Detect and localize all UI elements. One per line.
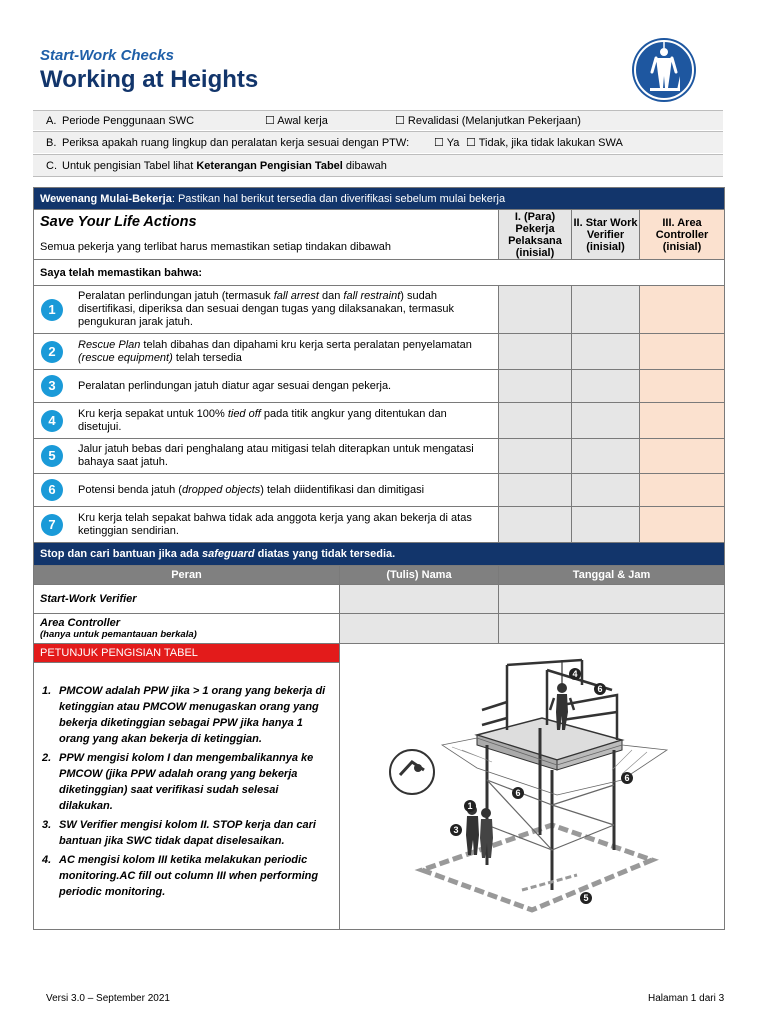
- svg-text:4: 4: [572, 669, 578, 679]
- items-body: [34, 286, 725, 543]
- controller-initial-field[interactable]: [640, 286, 725, 334]
- save-actions-title: Save Your Life Actions: [40, 214, 197, 230]
- row-label: A.: [46, 114, 57, 127]
- pelaksana-initial-field[interactable]: [499, 474, 572, 507]
- authority-banner: [34, 188, 725, 210]
- instruction-item: [42, 750, 333, 814]
- item-number-badge: 7: [41, 514, 63, 536]
- checklist-item-text: [34, 370, 499, 403]
- checklist-item-row: [34, 334, 725, 370]
- verifier-initial-field[interactable]: [572, 474, 640, 507]
- pelaksana-initial-field[interactable]: [499, 439, 572, 474]
- item-text: Potensi benda jatuh (: [78, 483, 182, 496]
- stop-banner: [34, 543, 725, 566]
- version-label: Versi 3.0 – September 2021: [46, 993, 170, 1004]
- item-text-emphasis: fall arrest: [273, 290, 319, 302]
- pelaksana-initial-field[interactable]: [499, 286, 572, 334]
- checklist-item-row: [34, 286, 725, 334]
- text-bold: Keterangan Pengisian Tabel: [196, 159, 343, 172]
- checklist-item-text: [34, 474, 499, 507]
- revalidasi-checkbox[interactable]: ☐ Revalidasi (Melanjutkan Pekerjaan): [395, 115, 581, 127]
- item-text: dan: [318, 290, 344, 302]
- document-title: Working at Heights: [40, 66, 259, 93]
- row-text: Periode Penggunaan SWC: [62, 114, 195, 127]
- authority-bold: Wewenang Mulai-Bekerja: [40, 192, 172, 205]
- item-text: pada titik angkur yang ditentukan dan disetujui.: [78, 407, 447, 433]
- checklist-item-row: [34, 403, 725, 439]
- col-header-verifier: II. Star Work Verifier (inisial): [572, 210, 640, 260]
- tidak-checkbox[interactable]: ☐ Tidak, jika tidak lakukan SWA: [466, 137, 623, 149]
- item-number-badge: 5: [41, 445, 63, 467]
- instruction-text: PMCOW adalah PPW jika > 1 orang yang bekerja di ketinggian atau PMCOW menugaskan orang yang bekerja diketinggian sebagai PPW jika hanya 1 orang yang akan bekerja di ketinggian.: [59, 685, 326, 745]
- item-text: Kru kerja telah sepakat bahwa tidak ada anggota kerja yang akan bekerja di atas ketinggian sendirian.: [78, 511, 472, 537]
- item-number-badge: 2: [41, 341, 63, 363]
- pelaksana-initial-field[interactable]: [499, 334, 572, 370]
- info-row-c: [33, 154, 723, 177]
- pelaksana-initial-field[interactable]: [499, 403, 572, 439]
- stop-post: diatas yang tidak tersedia.: [254, 548, 396, 560]
- authority-text: : Pastikan hal berikut tersedia dan diverifikasi sebelum mulai bekerja: [171, 192, 506, 205]
- item-text: Peralatan perlindungan jatuh diatur agar sesuai dengan pekerja.: [78, 379, 392, 392]
- pelaksana-initial-field[interactable]: [499, 370, 572, 403]
- instruction-item: [42, 817, 333, 849]
- item-text: telah dibahas dan dipahami kru kerja serta peralatan penyelamatan: [140, 338, 472, 351]
- svg-text:3: 3: [453, 825, 459, 835]
- role-label: Area Controller: [40, 617, 121, 629]
- role-start-work-verifier: Start-Work Verifier: [34, 585, 340, 614]
- awal-kerja-checkbox[interactable]: ☐ Awal kerja: [265, 115, 328, 127]
- item-text-emphasis: fall restraint: [343, 290, 401, 302]
- checklist-item-row: [34, 370, 725, 403]
- verifier-initial-field[interactable]: [572, 286, 640, 334]
- text-pre: Untuk pengisian Tabel lihat: [62, 159, 197, 172]
- checklist-table: [33, 187, 725, 930]
- verifier-initial-field[interactable]: [572, 334, 640, 370]
- item-number-badge: 4: [41, 410, 63, 432]
- controller-name-field[interactable]: [340, 614, 499, 644]
- document-subtitle: Start-Work Checks: [40, 47, 174, 64]
- instructions-header: PETUNJUK PENGISIAN TABEL: [34, 644, 340, 663]
- item-number-badge: 3: [41, 375, 63, 397]
- instruction-number: 2.: [42, 752, 52, 764]
- instruction-item: [42, 683, 333, 747]
- page-number: Halaman 1 dari 3: [648, 993, 725, 1004]
- item-text: ) sudah disertifikasi, diperiksa dan sesuai dengan tugas yang dilaksanakan, termasuk pengukuran jarak jatuh.: [78, 290, 455, 328]
- confirm-label: Saya telah memastikan bahwa:: [34, 260, 725, 286]
- item-number-badge: 1: [41, 299, 63, 321]
- instructions-ol: [42, 683, 333, 900]
- item-text: Jalur jatuh bebas dari penghalang atau mitigasi telah diterapkan untuk mengatasi bahaya saat jatuh.: [78, 443, 474, 468]
- controller-initial-field[interactable]: [640, 334, 725, 370]
- item-text-emphasis: Rescue Plan: [78, 338, 141, 351]
- controller-initial-field[interactable]: [640, 507, 725, 543]
- col-header-area-controller: III. Area Controller (inisial): [640, 210, 725, 260]
- controller-date-field[interactable]: [499, 614, 725, 644]
- header-tanggal: Tanggal & Jam: [499, 566, 725, 585]
- stop-pre: Stop dan cari bantuan jika ada: [40, 548, 202, 560]
- stop-em: safeguard: [201, 548, 255, 560]
- header-peran: Peran: [34, 566, 340, 585]
- item-text: Kru kerja sepakat untuk 100%: [78, 407, 228, 420]
- scaffold-worker-illustration: [340, 644, 725, 930]
- role-note: (hanya untuk pemantauan berkala): [40, 629, 197, 640]
- header-nama: (Tulis) Nama: [340, 566, 499, 585]
- save-actions-desc: Semua pekerja yang terlibat harus memastikan setiap tindakan dibawah: [40, 241, 391, 253]
- svg-text:6: 6: [597, 684, 603, 694]
- checklist-item-text: [34, 507, 499, 543]
- text-post: dibawah: [342, 159, 387, 172]
- checklist-item-row: [34, 507, 725, 543]
- harness-worker-icon: [632, 38, 696, 102]
- row-label: C.: [46, 159, 57, 172]
- role-area-controller: [34, 614, 340, 644]
- item-text: telah tersedia: [172, 351, 242, 364]
- row-text: [62, 155, 387, 176]
- checklist-item-text: [34, 403, 499, 439]
- instruction-text: SW Verifier mengisi kolom II. STOP kerja dan cari bantuan jika SWC tidak dapat diselesaikan.: [59, 819, 316, 847]
- col-header-pelaksana: I. (Para) Pekerja Pelaksana (inisial): [499, 210, 572, 260]
- ya-checkbox[interactable]: ☐ Ya: [434, 137, 460, 149]
- verifier-initial-field[interactable]: [572, 507, 640, 543]
- checklist-item-row: [34, 439, 725, 474]
- item-text: ) telah diidentifikasi dan dimitigasi: [260, 483, 425, 496]
- svg-text:6: 6: [515, 788, 521, 798]
- controller-initial-field[interactable]: [640, 403, 725, 439]
- row-text: Periksa apakah ruang lingkup dan peralatan kerja sesuai dengan PTW:: [62, 136, 410, 149]
- instruction-item: [42, 852, 333, 900]
- info-row-b: [33, 131, 723, 153]
- checklist-item-text: [34, 286, 499, 334]
- instruction-number: 3.: [42, 819, 52, 831]
- pelaksana-initial-field[interactable]: [499, 507, 572, 543]
- row-label: B.: [46, 136, 57, 149]
- verifier-initial-field[interactable]: [572, 439, 640, 474]
- item-number-badge: 6: [41, 479, 63, 501]
- controller-initial-field[interactable]: [640, 370, 725, 403]
- verifier-name-field[interactable]: [340, 585, 499, 614]
- item-text-emphasis: tied off: [227, 407, 261, 420]
- instruction-text: PPW mengisi kolom I dan mengembalikannya ke PMCOW (jika PPW adalah orang yang bekerja diketinggian) saat verifikasi sudah selesai dilakukan.: [59, 752, 314, 812]
- controller-initial-field[interactable]: [640, 474, 725, 507]
- instruction-text: AC mengisi kolom III ketika melakukan periodic monitoring.AC fill out column III when performing periodic monitoring.: [59, 854, 319, 898]
- checklist-item-text: [34, 334, 499, 370]
- item-text-emphasis: (rescue equipment): [78, 351, 173, 364]
- verifier-initial-field[interactable]: [572, 370, 640, 403]
- svg-text:1: 1: [467, 801, 473, 811]
- svg-text:6: 6: [624, 773, 630, 783]
- instructions-list: [34, 663, 340, 930]
- save-actions-header: [34, 210, 499, 260]
- verifier-initial-field[interactable]: [572, 403, 640, 439]
- item-text: Peralatan perlindungan jatuh (termasuk: [78, 290, 274, 302]
- checklist-item-row: [34, 474, 725, 507]
- scaffold-illustration-svg: [382, 650, 682, 920]
- item-text-emphasis: dropped objects: [181, 483, 261, 496]
- info-row-a: [33, 110, 723, 130]
- svg-text:5: 5: [583, 893, 589, 903]
- verifier-date-field[interactable]: [499, 585, 725, 614]
- instruction-number: 4.: [42, 854, 52, 866]
- controller-initial-field[interactable]: [640, 439, 725, 474]
- instruction-number: 1.: [42, 685, 52, 697]
- checklist-item-text: [34, 439, 499, 474]
